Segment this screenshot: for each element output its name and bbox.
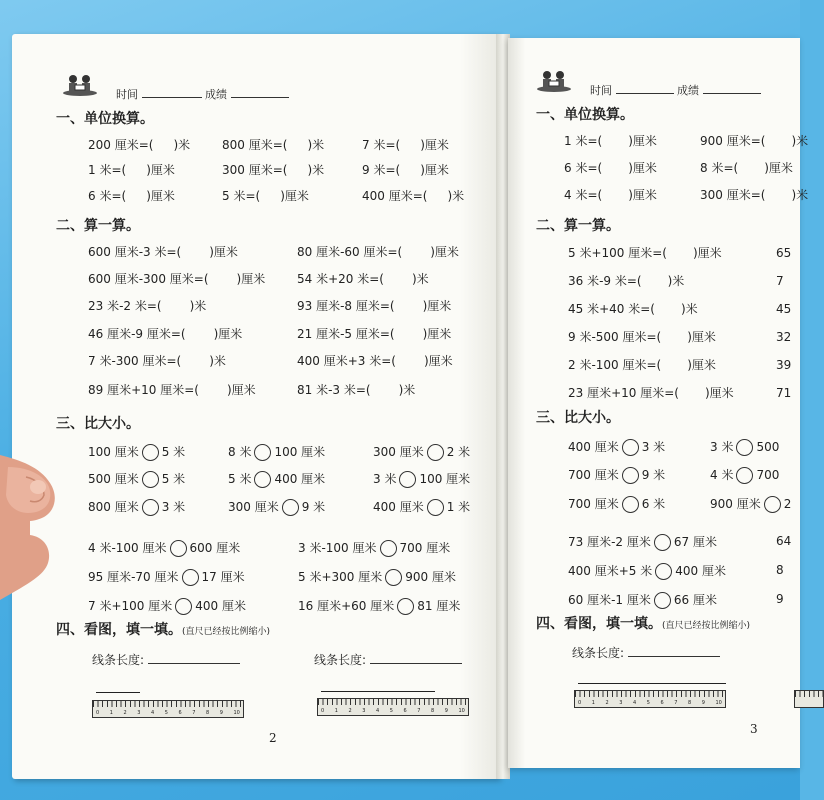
conversion-item xyxy=(564,134,657,148)
conversion-item-text: 9 米=( xyxy=(362,163,401,177)
compare-right: 100 厘米 xyxy=(419,472,471,486)
compare-circle[interactable] xyxy=(175,598,192,615)
ruler-number: 3 xyxy=(619,700,623,706)
compare-circle[interactable] xyxy=(142,471,159,488)
conversion-item-unit: )厘米 xyxy=(420,138,449,152)
conversion-item xyxy=(564,188,657,202)
compare-item xyxy=(228,499,325,516)
ruler-number: 6 xyxy=(178,710,182,716)
ruler-number: 2 xyxy=(605,700,609,706)
compare-left: 4 米-100 厘米 xyxy=(88,541,167,555)
compare-right: 6 米 xyxy=(641,497,666,511)
compare-item xyxy=(228,471,325,488)
calc-item-text: 23 米-2 米=( xyxy=(88,299,162,313)
ruler-number: 8 xyxy=(431,708,435,714)
conversion-item-text: 300 厘米=( xyxy=(222,163,288,177)
ruler-number: 9 xyxy=(701,700,705,706)
compare-left: 700 厘米 xyxy=(568,468,619,482)
compare-item xyxy=(88,569,245,586)
calc-item-text: 93 厘米-8 厘米=( xyxy=(297,299,395,313)
compare-circle[interactable] xyxy=(622,467,639,484)
calc-item-text: 5 米+100 厘米=( xyxy=(568,246,667,260)
conversion-item-text: 6 米=( xyxy=(88,189,127,203)
conversion-item xyxy=(362,138,449,152)
compare-left: 3 米 xyxy=(373,472,397,486)
compare-item xyxy=(88,598,246,615)
calc-item-unit: )厘米 xyxy=(687,358,716,372)
section-unit-conversion: 一、单位换算。 xyxy=(536,107,634,123)
compare-right: 700 xyxy=(756,468,780,482)
compare-circle[interactable] xyxy=(427,499,444,516)
ruler-number: 5 xyxy=(389,708,393,714)
ruler-number: 1 xyxy=(591,700,595,706)
calc-item-cut: 71 xyxy=(776,386,792,400)
conversion-item-unit: )米 xyxy=(791,134,809,148)
calc-item-unit: )厘米 xyxy=(213,327,243,341)
section-read-ruler-title: 四、看图，填一填。 xyxy=(536,616,662,632)
compare-left: 500 厘米 xyxy=(88,472,139,486)
calc-item xyxy=(568,302,698,316)
section-note: (直尺已经按比例缩小) xyxy=(182,627,271,637)
calc-item-text: 600 厘米-3 米=( xyxy=(88,245,182,259)
compare-circle[interactable] xyxy=(142,499,159,516)
compare-left: 400 厘米 xyxy=(568,440,619,454)
calc-item xyxy=(297,245,459,259)
calc-item-unit: )厘米 xyxy=(704,386,734,400)
line-length-blank-2[interactable] xyxy=(370,653,462,664)
conversion-item-text: 6 米=( xyxy=(564,161,603,175)
calc-item xyxy=(297,299,451,313)
calc-item-text: 2 米-100 厘米=( xyxy=(568,358,662,372)
compare-item xyxy=(710,467,779,484)
left-page xyxy=(12,34,499,779)
calc-item xyxy=(568,358,716,372)
calc-item-text: 36 米-9 米=( xyxy=(568,274,642,288)
calc-item-text: 9 米-500 厘米=( xyxy=(568,330,662,344)
ruler-number: 1 xyxy=(334,708,338,714)
ruler-number: 0 xyxy=(321,708,325,714)
right-page xyxy=(508,38,809,768)
compare-circle[interactable] xyxy=(282,499,299,516)
ruler-number: 3 xyxy=(362,708,366,714)
ruler-number: 4 xyxy=(633,700,637,706)
compare-item xyxy=(568,467,665,484)
line-sample-1 xyxy=(578,683,726,684)
calc-item xyxy=(297,383,415,397)
calc-item-cut: 65 xyxy=(776,246,792,260)
conversion-item-text: 200 厘米=( xyxy=(88,138,154,152)
section-compare: 三、比大小。 xyxy=(536,410,620,426)
compare-item xyxy=(568,496,665,513)
calc-item-unit: )米 xyxy=(680,302,698,316)
compare-left: 100 厘米 xyxy=(88,445,139,459)
conversion-item-unit: )厘米 xyxy=(764,161,793,175)
conversion-item-unit: )米 xyxy=(173,138,191,152)
line-length-label-2: 线条长度: xyxy=(314,653,367,667)
compare-right: 1 米 xyxy=(446,500,471,514)
compare-item xyxy=(88,499,185,516)
compare-circle[interactable] xyxy=(142,444,159,461)
compare-item-cut: 64 xyxy=(776,534,792,548)
calc-item-cut: 45 xyxy=(776,302,792,316)
compare-left: 7 米+100 厘米 xyxy=(88,599,173,613)
compare-circle[interactable] xyxy=(170,540,187,557)
calc-item-unit: )厘米 xyxy=(209,245,238,259)
calc-item-text: 21 厘米-5 厘米=( xyxy=(297,327,395,341)
conversion-item-text: 4 米=( xyxy=(564,188,603,202)
ruler-number: 4 xyxy=(376,708,380,714)
compare-left: 900 厘米 xyxy=(710,497,761,511)
calc-item-unit: )厘米 xyxy=(226,383,256,397)
conversion-item-text: 8 米=( xyxy=(700,161,739,175)
compare-item xyxy=(710,496,791,513)
calc-item-text: 54 米+20 米=( xyxy=(297,272,384,286)
conversion-item-unit: )厘米 xyxy=(628,134,657,148)
ruler-numbers xyxy=(96,710,240,716)
calc-item xyxy=(88,272,265,286)
compare-right: 67 厘米 xyxy=(673,535,717,549)
calc-item xyxy=(88,327,242,341)
calc-item xyxy=(297,327,451,341)
compare-right: 66 厘米 xyxy=(673,593,717,607)
ruler-number: 2 xyxy=(123,710,127,716)
ruler-number: 6 xyxy=(403,708,407,714)
conversion-item-unit: )厘米 xyxy=(628,161,657,175)
compare-item xyxy=(298,569,456,586)
line-length-label-1: 线条长度: xyxy=(572,646,625,660)
calc-item-cut: 39 xyxy=(776,358,792,372)
compare-right: 9 米 xyxy=(301,500,326,514)
line-sample-2 xyxy=(321,691,435,692)
compare-left: 300 厘米 xyxy=(228,500,279,514)
conversion-item xyxy=(700,161,793,175)
compare-left: 16 厘米+60 厘米 xyxy=(298,599,395,613)
conversion-item-text: 1 米=( xyxy=(564,134,603,148)
calc-item-unit: )米 xyxy=(189,299,207,313)
compare-right: 2 xyxy=(783,497,792,511)
compare-item xyxy=(88,471,185,488)
ruler-number: 5 xyxy=(646,700,650,706)
line-sample-1 xyxy=(96,692,140,693)
ruler-number: 10 xyxy=(233,710,240,716)
compare-left: 4 米 xyxy=(710,468,734,482)
section-calculate: 二、算一算。 xyxy=(56,218,140,234)
compare-item xyxy=(568,563,726,580)
ruler-number: 2 xyxy=(348,708,352,714)
conversion-item xyxy=(222,138,324,152)
calc-item-cut: 7 xyxy=(776,274,784,288)
line-length-label-1: 线条长度: xyxy=(92,653,145,667)
compare-circle[interactable] xyxy=(736,467,753,484)
conversion-item-unit: )厘米 xyxy=(146,189,175,203)
calc-item-unit: )厘米 xyxy=(430,245,459,259)
conversion-item-unit: )厘米 xyxy=(628,188,657,202)
page-number: 3 xyxy=(750,722,758,736)
compare-right: 400 厘米 xyxy=(274,472,326,486)
calc-item-text: 600 厘米-300 厘米=( xyxy=(88,272,209,286)
calc-item-unit: )厘米 xyxy=(422,299,452,313)
conversion-item-text: 300 厘米=( xyxy=(700,188,766,202)
compare-circle[interactable] xyxy=(397,598,414,615)
conversion-item-unit: )厘米 xyxy=(420,163,449,177)
compare-left: 8 米 xyxy=(228,445,252,459)
conversion-item xyxy=(88,138,190,152)
calc-item-text: 7 米-300 厘米=( xyxy=(88,354,182,368)
conversion-item-unit: )米 xyxy=(447,189,465,203)
compare-item xyxy=(568,534,717,551)
kids-reading-icon xyxy=(536,70,572,92)
calc-item-text: 45 米+40 米=( xyxy=(568,302,655,316)
compare-item xyxy=(88,540,240,557)
conversion-item-unit: )厘米 xyxy=(280,189,309,203)
conversion-item-unit: )米 xyxy=(791,188,809,202)
section-compare: 三、比大小。 xyxy=(56,416,140,432)
compare-circle[interactable] xyxy=(622,496,639,513)
ruler-number: 10 xyxy=(458,708,465,714)
compare-circle[interactable] xyxy=(182,569,199,586)
compare-item xyxy=(88,444,185,461)
compare-item-cut: 8 xyxy=(776,563,784,577)
section-unit-conversion: 一、单位换算。 xyxy=(56,111,154,127)
compare-item xyxy=(373,499,470,516)
conversion-item-text: 900 厘米=( xyxy=(700,134,766,148)
compare-item xyxy=(568,439,665,456)
compare-right: 81 厘米 xyxy=(417,599,461,613)
score-label: 成绩 xyxy=(205,88,227,101)
compare-circle[interactable] xyxy=(654,592,671,609)
compare-right: 5 米 xyxy=(161,445,186,459)
calc-item-unit: )米 xyxy=(411,272,429,286)
conversion-item xyxy=(362,189,464,203)
compare-circle[interactable] xyxy=(385,569,402,586)
compare-left: 5 米+300 厘米 xyxy=(298,570,383,584)
calc-item xyxy=(568,274,684,288)
ruler-numbers xyxy=(321,708,465,714)
conversion-item xyxy=(700,134,808,148)
conversion-item xyxy=(88,189,175,203)
section-read-ruler xyxy=(536,616,750,634)
ruler-2 xyxy=(317,698,469,716)
page-number: 2 xyxy=(269,731,277,745)
calc-item xyxy=(88,299,206,313)
compare-left: 3 米 xyxy=(710,440,734,454)
ruler-number: 7 xyxy=(674,700,678,706)
conversion-item xyxy=(222,189,309,203)
line-length-blank-1[interactable] xyxy=(628,646,720,657)
compare-right: 2 米 xyxy=(446,445,471,459)
calc-item-text: 46 厘米-9 厘米=( xyxy=(88,327,186,341)
calc-item-unit: )米 xyxy=(209,354,226,368)
section-note: (直尺已经按比例缩小) xyxy=(662,621,751,631)
conversion-item-text: 5 米=( xyxy=(222,189,261,203)
time-label: 时间 xyxy=(116,88,138,101)
ruler-number: 5 xyxy=(164,710,168,716)
compare-item xyxy=(568,592,717,609)
conversion-item-unit: )厘米 xyxy=(146,163,175,177)
compare-right: 3 米 xyxy=(641,440,666,454)
calc-item-unit: )厘米 xyxy=(422,327,452,341)
compare-left: 60 厘米-1 厘米 xyxy=(568,593,651,607)
compare-circle[interactable] xyxy=(427,444,444,461)
ruler-number: 9 xyxy=(444,708,448,714)
calc-item xyxy=(88,383,256,397)
compare-left: 5 米 xyxy=(228,472,252,486)
compare-item xyxy=(298,598,460,615)
compare-right: 17 厘米 xyxy=(201,570,245,584)
ruler-number: 0 xyxy=(578,700,582,706)
conversion-item xyxy=(564,161,657,175)
ruler-number: 8 xyxy=(688,700,692,706)
calc-item xyxy=(297,272,429,286)
hand xyxy=(0,455,62,600)
ruler-numbers xyxy=(578,700,722,706)
conversion-item xyxy=(362,163,449,177)
calc-item-cut: 32 xyxy=(776,330,792,344)
section-read-ruler xyxy=(56,622,270,640)
conversion-item-text: 1 米=( xyxy=(88,163,127,177)
calc-item xyxy=(297,354,453,368)
calc-item-text: 80 厘米-60 厘米=( xyxy=(297,245,403,259)
compare-right: 9 米 xyxy=(641,468,666,482)
ruler-number: 7 xyxy=(417,708,421,714)
ruler-2-partial xyxy=(794,690,824,708)
compare-item xyxy=(373,471,470,488)
calc-item-unit: )厘米 xyxy=(236,272,266,286)
compare-item xyxy=(373,444,470,461)
compare-left: 800 厘米 xyxy=(88,500,139,514)
compare-right: 900 厘米 xyxy=(405,570,456,584)
ruler-number: 6 xyxy=(660,700,664,706)
ruler-number: 3 xyxy=(137,710,141,716)
compare-item xyxy=(228,444,325,461)
compare-circle[interactable] xyxy=(736,439,753,456)
score-blank[interactable] xyxy=(231,87,289,98)
compare-right: 600 厘米 xyxy=(189,541,241,555)
compare-left: 400 厘米+5 米 xyxy=(568,564,653,578)
calc-item xyxy=(568,386,734,400)
compare-circle[interactable] xyxy=(380,540,397,557)
conversion-item-text: 7 米=( xyxy=(362,138,401,152)
ruler-number: 0 xyxy=(96,710,100,716)
section-calculate: 二、算一算。 xyxy=(536,218,620,234)
compare-left: 300 厘米 xyxy=(373,445,424,459)
compare-circle[interactable] xyxy=(654,534,671,551)
compare-left: 95 厘米-70 厘米 xyxy=(88,570,179,584)
compare-circle[interactable] xyxy=(655,563,672,580)
calc-item-text: 400 厘米+3 米=( xyxy=(297,354,396,368)
calc-item-unit: )米 xyxy=(667,274,685,288)
compare-circle[interactable] xyxy=(254,471,271,488)
compare-left: 700 厘米 xyxy=(568,497,619,511)
calc-item-unit: )厘米 xyxy=(423,354,453,368)
conversion-item xyxy=(700,188,808,202)
ruler-1 xyxy=(574,690,726,708)
score-label: 成绩 xyxy=(677,84,699,97)
ruler-number: 9 xyxy=(219,710,223,716)
calc-item-text: 23 厘米+10 厘米=( xyxy=(568,386,679,400)
ruler-number: 10 xyxy=(715,700,722,706)
calc-item-unit: )厘米 xyxy=(687,330,716,344)
compare-circle[interactable] xyxy=(254,444,271,461)
conversion-item-text: 400 厘米=( xyxy=(362,189,428,203)
ruler-number: 7 xyxy=(192,710,196,716)
calc-item-unit: )米 xyxy=(398,383,416,397)
calc-item-unit: )厘米 xyxy=(692,246,722,260)
conversion-item-unit: )米 xyxy=(307,163,325,177)
time-blank[interactable] xyxy=(142,87,202,98)
compare-right: 500 xyxy=(756,440,780,454)
compare-right: 100 厘米 xyxy=(274,445,326,459)
score-blank[interactable] xyxy=(703,83,761,94)
calc-item xyxy=(88,245,238,259)
calc-item xyxy=(88,354,226,368)
time-label: 时间 xyxy=(590,84,612,97)
compare-item xyxy=(298,540,450,557)
calc-item xyxy=(568,246,722,260)
ruler-number: 4 xyxy=(151,710,155,716)
compare-left: 73 厘米-2 厘米 xyxy=(568,535,651,549)
compare-right: 5 米 xyxy=(161,472,186,486)
conversion-item xyxy=(88,163,175,177)
conversion-item-unit: )米 xyxy=(307,138,325,152)
section-read-ruler-title: 四、看图，填一填。 xyxy=(56,622,182,638)
compare-item xyxy=(710,439,779,456)
compare-circle[interactable] xyxy=(764,496,781,513)
compare-circle[interactable] xyxy=(399,471,416,488)
conversion-item-text: 800 厘米=( xyxy=(222,138,288,152)
compare-right: 3 米 xyxy=(161,500,186,514)
ruler-number: 8 xyxy=(206,710,210,716)
conversion-item xyxy=(222,163,324,177)
compare-right: 700 厘米 xyxy=(399,541,451,555)
calc-item-text: 89 厘米+10 厘米=( xyxy=(88,383,199,397)
compare-right: 400 厘米 xyxy=(195,599,246,613)
compare-left: 400 厘米 xyxy=(373,500,424,514)
time-blank[interactable] xyxy=(616,83,674,94)
calc-item-text: 81 米-3 米=( xyxy=(297,383,371,397)
compare-circle[interactable] xyxy=(622,439,639,456)
line-length-blank-1[interactable] xyxy=(148,653,240,664)
ruler-number: 1 xyxy=(109,710,113,716)
compare-left: 3 米-100 厘米 xyxy=(298,541,377,555)
calc-item xyxy=(568,330,716,344)
compare-right: 400 厘米 xyxy=(675,564,726,578)
ruler-1 xyxy=(92,700,244,718)
kids-reading-icon xyxy=(62,74,98,96)
compare-item-cut: 9 xyxy=(776,592,784,606)
